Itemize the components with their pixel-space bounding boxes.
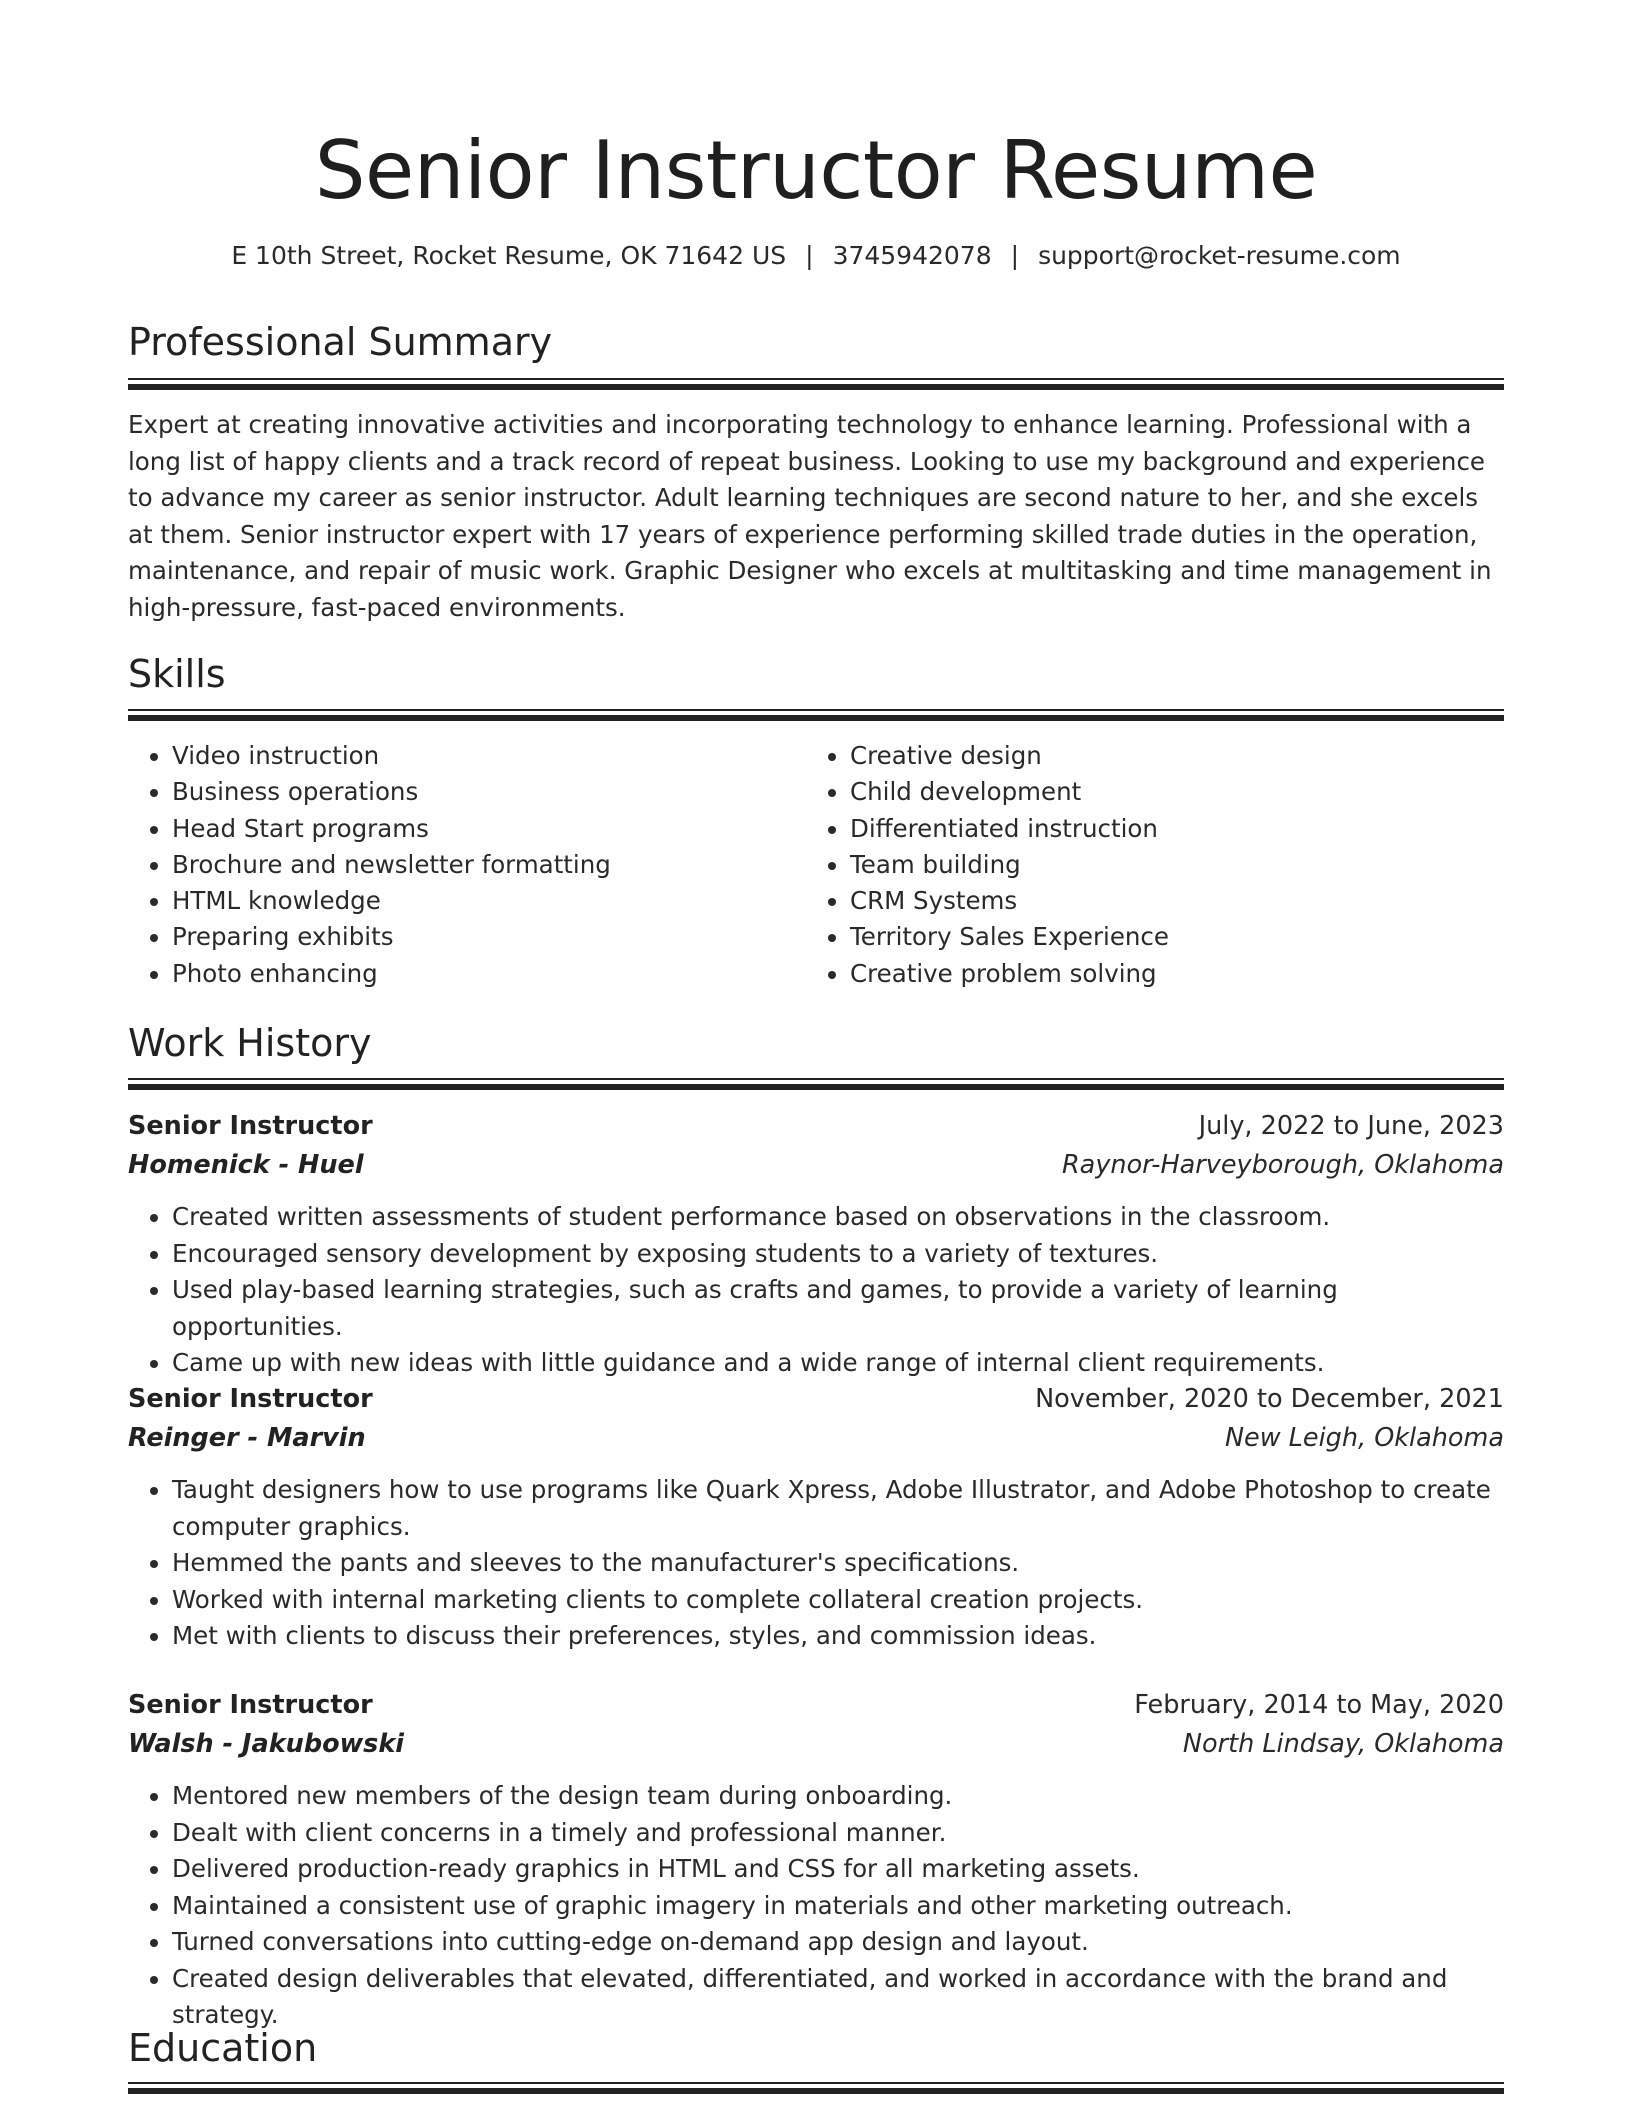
- resume-title: Senior Instructor Resume: [314, 124, 1318, 217]
- job-duty: • Came up with new ideas with little guidance and a wide range of internal client requirements.: [172, 1345, 1504, 1382]
- job-duty: • Dealt with client concerns in a timely and professional manner.: [172, 1815, 1504, 1852]
- job-company: Reinger - Marvin: [128, 1423, 366, 1453]
- job-company-row: [128, 1146, 1504, 1185]
- skill-item: • Photo enhancing: [172, 956, 792, 992]
- job-company-row: [128, 1725, 1504, 1764]
- job-entry: [128, 1107, 1504, 1382]
- skill-item: • Team building: [850, 847, 1500, 883]
- job-title: Senior Instructor: [128, 1111, 373, 1141]
- job-duty: • Taught designers how to use programs like Quark Xpress, Adobe Illustrator, and Adobe Photoshop to create computer graphics.: [172, 1472, 1504, 1545]
- summary-text: Expert at creating innovative activities and incorporating technology to enhance learning. Professional with a long list of happy clients and a track record of repeat business. Looking to use my background and experience to advance my career as senior instructor. Adult learning techniques are second nature to her, and she excels at them. Senior instructor expert with 17 years of experience performing skilled trade duties in the operation, maintenance, and repair of music work. Graphic Designer who excels at multitasking and time management in high-pressure, fast-paced environments.: [128, 410, 1492, 622]
- skills-list-left: [128, 738, 792, 992]
- job-location: North Lindsay, Oklahoma: [1182, 1729, 1504, 1759]
- skill-item: • Brochure and newsletter formatting: [172, 847, 792, 883]
- job-title: Senior Instructor: [128, 1384, 373, 1414]
- job-duty: • Met with clients to discuss their preferences, styles, and commission ideas.: [172, 1618, 1504, 1655]
- job-company: Homenick - Huel: [128, 1150, 364, 1180]
- job-location: Raynor-Harveyborough, Oklahoma: [1061, 1150, 1504, 1180]
- skill-item: • Creative problem solving: [850, 956, 1500, 992]
- job-header-row: [128, 1686, 1504, 1725]
- section-heading-education: Education: [128, 2026, 318, 2070]
- contact-line: [128, 238, 1504, 274]
- skill-item: • Differentiated instruction: [850, 811, 1500, 847]
- job-entry: [128, 1380, 1504, 1655]
- job-duties-list: [128, 1778, 1504, 2034]
- section-divider: [128, 709, 1504, 722]
- job-duty: • Delivered production-ready graphics in HTML and CSS for all marketing assets.: [172, 1851, 1504, 1888]
- skill-item: • Child development: [850, 774, 1500, 810]
- job-duty: • Maintained a consistent use of graphic imagery in materials and other marketing outreach.: [172, 1888, 1504, 1925]
- section-divider: [128, 2082, 1504, 2095]
- contact-separator: |: [1010, 241, 1020, 270]
- job-dates: February, 2014 to May, 2020: [1134, 1690, 1504, 1720]
- job-entry: [128, 1686, 1504, 2034]
- contact-phone: 3745942078: [832, 241, 992, 270]
- job-header-row: [128, 1107, 1504, 1146]
- job-company-row: [128, 1419, 1504, 1458]
- section-heading-summary: Professional Summary: [128, 320, 553, 364]
- job-duty: • Mentored new members of the design team during onboarding.: [172, 1778, 1504, 1815]
- contact-email[interactable]: support@rocket-resume.com: [1038, 241, 1401, 270]
- job-duty: • Worked with internal marketing clients to complete collateral creation projects.: [172, 1582, 1504, 1619]
- job-duty: • Hemmed the pants and sleeves to the manufacturer's specifications.: [172, 1545, 1504, 1582]
- skill-item: • Business operations: [172, 774, 792, 810]
- contact-separator: |: [805, 241, 814, 270]
- job-duty: • Used play-based learning strategies, such as crafts and games, to provide a variety of learning opportunities.: [172, 1272, 1504, 1345]
- job-duty: • Created design deliverables that elevated, differentiated, and worked in accordance with the brand and strategy.: [172, 1961, 1504, 2034]
- skill-item: • Creative design: [850, 738, 1500, 774]
- skill-item: • CRM Systems: [850, 883, 1500, 919]
- skill-item: • Territory Sales Experience: [850, 919, 1500, 955]
- skill-item: • Head Start programs: [172, 811, 792, 847]
- job-duties-list: [128, 1472, 1504, 1655]
- job-duty: • Encouraged sensory development by exposing students to a variety of textures.: [172, 1236, 1504, 1273]
- section-heading-skills: Skills: [128, 652, 226, 696]
- job-dates: July, 2022 to June, 2023: [1198, 1111, 1504, 1141]
- job-company: Walsh - Jakubowski: [128, 1729, 405, 1759]
- job-location: New Leigh, Oklahoma: [1224, 1423, 1504, 1453]
- job-duties-list: [128, 1199, 1504, 1382]
- job-dates: November, 2020 to December, 2021: [1035, 1384, 1504, 1414]
- skill-item: • Video instruction: [172, 738, 792, 774]
- contact-address: E 10th Street, Rocket Resume, OK 71642 US: [231, 241, 787, 270]
- section-divider: [128, 378, 1504, 391]
- job-title: Senior Instructor: [128, 1690, 373, 1720]
- skill-item: • HTML knowledge: [172, 883, 792, 919]
- section-divider: [128, 1078, 1504, 1091]
- skills-list-right: [806, 738, 1500, 992]
- skill-item: • Preparing exhibits: [172, 919, 792, 955]
- job-duty: • Created written assessments of student performance based on observations in the classroom.: [172, 1199, 1504, 1236]
- job-header-row: [128, 1380, 1504, 1419]
- job-duty: • Turned conversations into cutting-edge on-demand app design and layout.: [172, 1924, 1504, 1961]
- section-heading-work-history: Work History: [128, 1021, 372, 1065]
